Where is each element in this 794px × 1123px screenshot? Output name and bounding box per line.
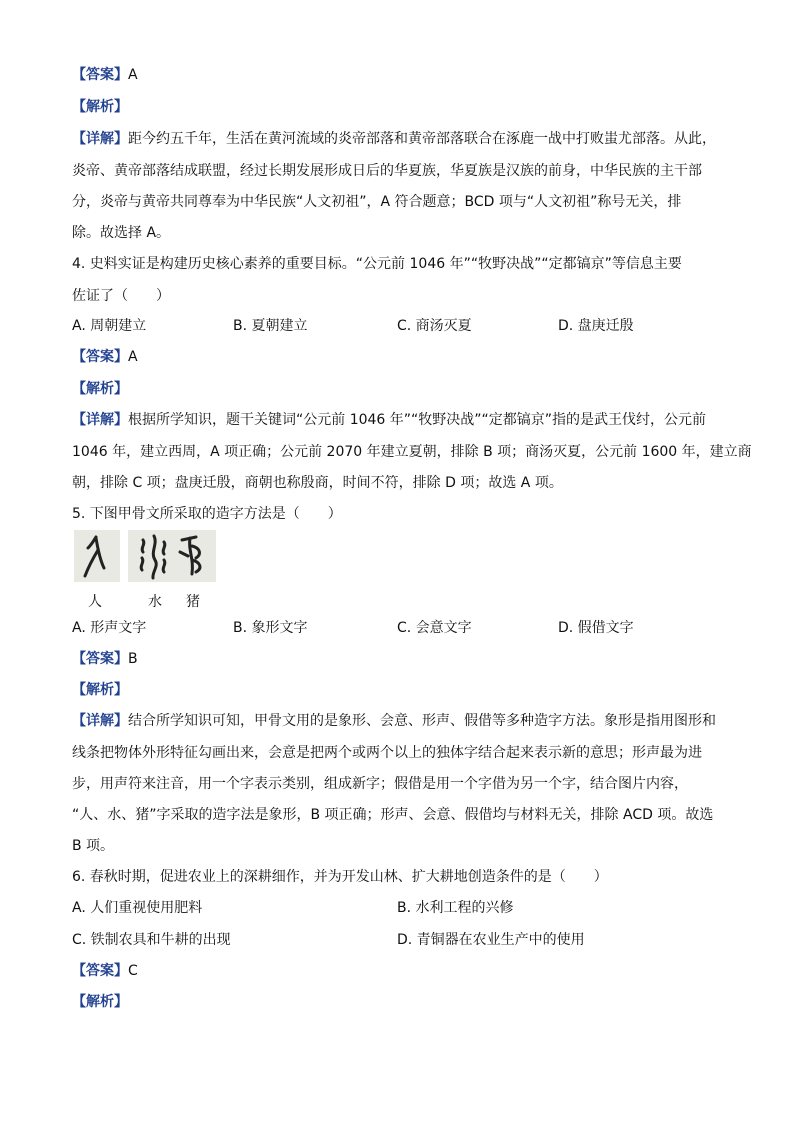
q5-option-a: A. 形声文字 bbox=[72, 620, 147, 636]
q5-answer: B bbox=[128, 651, 138, 667]
caption-zhu: 猪 bbox=[186, 594, 200, 610]
q4-option-b: B. 夏朝建立 bbox=[233, 318, 308, 334]
q5-analysis-tag bbox=[72, 680, 128, 700]
oracle-glyph-zhu bbox=[170, 530, 216, 582]
q4-detail-line-2: 1046 年，建立西周，A 项正确；公元前 2070 年建立夏朝，排除 B 项；商汤灭夏，公元前 1600 年，建立商 bbox=[72, 444, 752, 460]
q4-stem-line-1: 4. 史料实证是构建历史核心素养的重要目标。“公元前 1046 年”“牧野决战”“定都镐京”等信息主要 bbox=[72, 256, 682, 272]
analysis-tag: 【解析】 bbox=[72, 381, 128, 397]
q3-detail-text: 距今约五千年，生活在黄河流域的炎帝部落和黄帝部落联合在涿鹿一战中打败蚩尤部落。从此， bbox=[128, 131, 716, 147]
detail-tag: 【详解】 bbox=[72, 412, 128, 428]
detail-tag: 【详解】 bbox=[72, 131, 128, 147]
analysis-tag: 【解析】 bbox=[72, 994, 128, 1010]
q4-answer-line bbox=[72, 347, 138, 367]
q6-analysis-tag bbox=[72, 992, 128, 1012]
q5-detail-line-2: 线条把物体外形特征勾画出来，会意是把两个或两个以上的独体字结合起来表示新的意思；形声最为进 bbox=[72, 745, 702, 761]
q5-answer-line bbox=[72, 649, 138, 669]
q5-detail-line-4: “人、水、猪”字采取的造字法是象形，B 项正确；形声、会意、假借均与材料无关，排除 ACD 项。故选 bbox=[72, 807, 714, 823]
q5-detail-line-5: B 项。 bbox=[72, 838, 115, 854]
q5-option-b: B. 象形文字 bbox=[233, 620, 308, 636]
q5-detail-text: 结合所学知识可知，甲骨文用的是象形、会意、形声、假借等多种造字方法。象形是指用图形和 bbox=[128, 713, 716, 729]
caption-shui: 水 bbox=[148, 594, 162, 610]
analysis-tag: 【解析】 bbox=[72, 99, 128, 115]
q4-detail-text: 根据所学知识，题干关键词“公元前 1046 年”“牧野决战”“定都镐京”指的是武王伐纣，公元前 bbox=[128, 412, 707, 428]
q3-detail-line-4: 除。故选择 A。 bbox=[72, 225, 171, 241]
q3-detail-line-3: 分，炎帝与黄帝共同尊奉为中华民族“人文初祖”，A 符合题意；BCD 项与“人文初祖”称号无关，排 bbox=[72, 194, 682, 210]
q4-analysis-tag bbox=[72, 379, 128, 399]
q5-option-c: C. 会意文字 bbox=[397, 620, 472, 636]
q6-option-c: C. 铁制农具和牛耕的出现 bbox=[72, 932, 231, 948]
q4-option-c: C. 商汤灭夏 bbox=[397, 318, 472, 334]
q4-option-a: A. 周朝建立 bbox=[72, 318, 147, 334]
answer-tag: 【答案】 bbox=[72, 67, 128, 83]
q3-analysis-tag bbox=[72, 97, 128, 117]
q5-detail-line-3: 步，用声符来注音，用一个字表示类别，组成新字；假借是用一个字借为另一个字，结合图片内容， bbox=[72, 776, 688, 792]
q5-option-d: D. 假借文字 bbox=[558, 620, 634, 636]
oracle-glyph-shui bbox=[128, 530, 174, 582]
analysis-tag: 【解析】 bbox=[72, 682, 128, 698]
oracle-glyph-zhu-drawing bbox=[170, 530, 216, 582]
answer-tag: 【答案】 bbox=[72, 651, 128, 667]
q4-detail-line-3: 朝，排除 C 项；盘庚迁殷，商朝也称殷商，时间不符，排除 D 项；故选 A 项。 bbox=[72, 475, 563, 491]
q6-answer: C bbox=[128, 963, 138, 979]
q3-answer-line bbox=[72, 65, 138, 85]
detail-tag: 【详解】 bbox=[72, 713, 128, 729]
q5-stem: 5. 下图甲骨文所采取的造字方法是（ ） bbox=[72, 506, 342, 522]
oracle-glyph-ren-drawing bbox=[74, 530, 120, 582]
q4-answer: A bbox=[128, 349, 138, 365]
q3-answer: A bbox=[128, 67, 138, 83]
q4-option-d: D. 盘庚迁殷 bbox=[558, 318, 634, 334]
q6-option-a: A. 人们重视使用肥料 bbox=[72, 900, 203, 916]
q4-stem-line-2: 佐证了（ ） bbox=[72, 288, 170, 304]
oracle-glyph-ren bbox=[74, 530, 120, 582]
q5-detail-line-1 bbox=[72, 711, 716, 731]
q6-option-d: D. 青铜器在农业生产中的使用 bbox=[397, 932, 585, 948]
oracle-glyph-shui-drawing bbox=[128, 530, 174, 582]
q6-stem: 6. 春秋时期，促进农业上的深耕细作，并为开发山林、扩大耕地创造条件的是（ ） bbox=[72, 869, 608, 885]
q6-option-b: B. 水利工程的兴修 bbox=[397, 900, 514, 916]
q3-detail-line-1 bbox=[72, 129, 716, 149]
caption-ren: 人 bbox=[88, 594, 102, 610]
answer-tag: 【答案】 bbox=[72, 349, 128, 365]
q4-detail-line-1 bbox=[72, 410, 706, 430]
answer-tag: 【答案】 bbox=[72, 963, 128, 979]
q6-answer-line bbox=[72, 961, 138, 981]
q3-detail-line-2: 炎帝、黄帝部落结成联盟，经过长期发展形成日后的华夏族，华夏族是汉族的前身，中华民族的主干部 bbox=[72, 163, 702, 179]
